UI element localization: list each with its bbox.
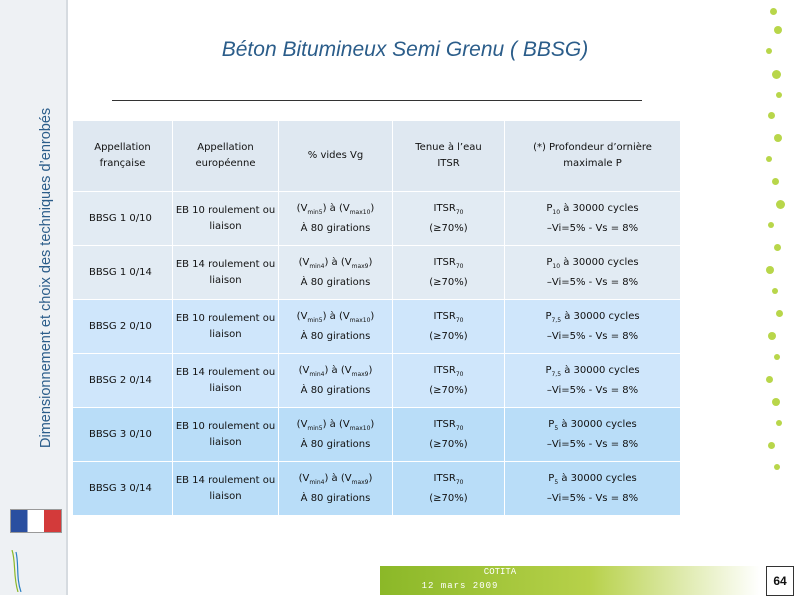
cell-appellation-europeenne: EB 10 roulement ou liaison — [173, 408, 279, 462]
cell-appellation-europeenne: EB 14 roulement ou liaison — [173, 462, 279, 516]
table-row — [73, 300, 681, 354]
decorative-dot — [776, 420, 782, 426]
decorative-dot — [766, 156, 772, 162]
cell-profondeur: $P_{10}$ à 30000 cycles –Vi=5% - Vs = 8% — [505, 246, 681, 300]
cell-profondeur: $P_{7,5}$ à 30000 cycles –Vi=5% - Vs = 8% — [505, 300, 681, 354]
cell-appellation-francaise: BBSG 2 0/10 — [73, 300, 173, 354]
decorative-dot — [772, 398, 780, 406]
cell-itsr: $ITSR_{70}$ (≥70%) — [393, 408, 505, 462]
cell-vides: $(V_{min4})$ à $(V_{max9})$ À 80 girations — [279, 462, 393, 516]
table-row — [73, 354, 681, 408]
decorative-dot — [766, 266, 774, 274]
footer-date: 12 mars 2009 — [421, 581, 499, 591]
table-header-row — [73, 121, 681, 192]
decorative-dot — [774, 244, 781, 251]
header-appellation-europeenne: Appellation européenne — [173, 121, 279, 192]
table-row — [73, 192, 681, 246]
decorative-dot — [776, 92, 782, 98]
decorative-dot — [766, 48, 772, 54]
table-row — [73, 246, 681, 300]
cell-appellation-europeenne: EB 10 roulement ou liaison — [173, 300, 279, 354]
cell-vides: $(V_{min5})$ à $(V_{max10})$ À 80 girations — [279, 408, 393, 462]
cell-appellation-francaise: BBSG 1 0/14 — [73, 246, 173, 300]
cell-itsr: $ITSR_{70}$ (≥70%) — [393, 300, 505, 354]
cell-appellation-francaise: BBSG 1 0/10 — [73, 192, 173, 246]
cell-itsr: $ITSR_{70}$ (≥70%) — [393, 192, 505, 246]
table-row — [73, 408, 681, 462]
cell-appellation-francaise: BBSG 3 0/10 — [73, 408, 173, 462]
decorative-dot — [774, 26, 782, 34]
marianne-flag-icon — [10, 509, 62, 533]
header-vides: % vides Vg — [279, 121, 393, 192]
header-appellation-francaise: Appellation française — [73, 121, 173, 192]
cell-appellation-europeenne: EB 14 roulement ou liaison — [173, 246, 279, 300]
cell-vides: $(V_{min5})$ à $(V_{max10})$ À 80 girations — [279, 300, 393, 354]
decorative-dot — [768, 112, 775, 119]
page-number: 64 — [766, 566, 794, 596]
cell-appellation-francaise: BBSG 3 0/14 — [73, 462, 173, 516]
decorative-dot — [770, 8, 777, 15]
title-divider — [112, 100, 642, 101]
decorative-dot — [774, 464, 780, 470]
cell-profondeur: $P_5$ à 30000 cycles –Vi=5% - Vs = 8% — [505, 462, 681, 516]
decorative-dot — [776, 310, 783, 317]
header-profondeur: (*) Profondeur d’ornière maximale P — [505, 121, 681, 192]
cell-itsr: $ITSR_{70}$ (≥70%) — [393, 354, 505, 408]
decorative-dot — [768, 442, 775, 449]
decorative-dot — [772, 70, 781, 79]
decorative-dot — [766, 376, 773, 383]
cell-appellation-europeenne: EB 10 roulement ou liaison — [173, 192, 279, 246]
cell-vides: $(V_{min4})$ à $(V_{max9})$ À 80 girations — [279, 354, 393, 408]
logo-lines-icon — [10, 550, 24, 592]
cell-vides: $(V_{min4})$ à $(V_{max9})$ À 80 girations — [279, 246, 393, 300]
cell-profondeur: $P_{10}$ à 30000 cycles –Vi=5% - Vs = 8% — [505, 192, 681, 246]
bbsg-spec-table — [72, 120, 681, 516]
side-title: Dimensionnement et choix des techniques d’enrobés — [38, 107, 54, 448]
footer-event: COTITA — [483, 567, 517, 577]
page-title: Béton Bitumineux Semi Grenu ( BBSG) — [221, 38, 589, 61]
decorative-dot — [772, 178, 779, 185]
cell-itsr: $ITSR_{70}$ (≥70%) — [393, 246, 505, 300]
header-itsr: Tenue à l’eau ITSR — [393, 121, 505, 192]
sidebar-divider — [66, 0, 68, 595]
cell-itsr: $ITSR_{70}$ (≥70%) — [393, 462, 505, 516]
decorative-dot — [774, 354, 780, 360]
decorative-dot — [768, 332, 776, 340]
decorative-dot — [774, 134, 782, 142]
decorative-dot — [776, 200, 785, 209]
cell-appellation-francaise: BBSG 2 0/14 — [73, 354, 173, 408]
cell-appellation-europeenne: EB 14 roulement ou liaison — [173, 354, 279, 408]
cell-profondeur: $P_5$ à 30000 cycles –Vi=5% - Vs = 8% — [505, 408, 681, 462]
table-row — [73, 462, 681, 516]
decorative-dot — [768, 222, 774, 228]
cell-profondeur: $P_{7,5}$ à 30000 cycles –Vi=5% - Vs = 8% — [505, 354, 681, 408]
decorative-dot — [772, 288, 778, 294]
ministry-logo — [10, 505, 60, 590]
cell-vides: $(V_{min5})$ à $(V_{max10})$ À 80 girations — [279, 192, 393, 246]
